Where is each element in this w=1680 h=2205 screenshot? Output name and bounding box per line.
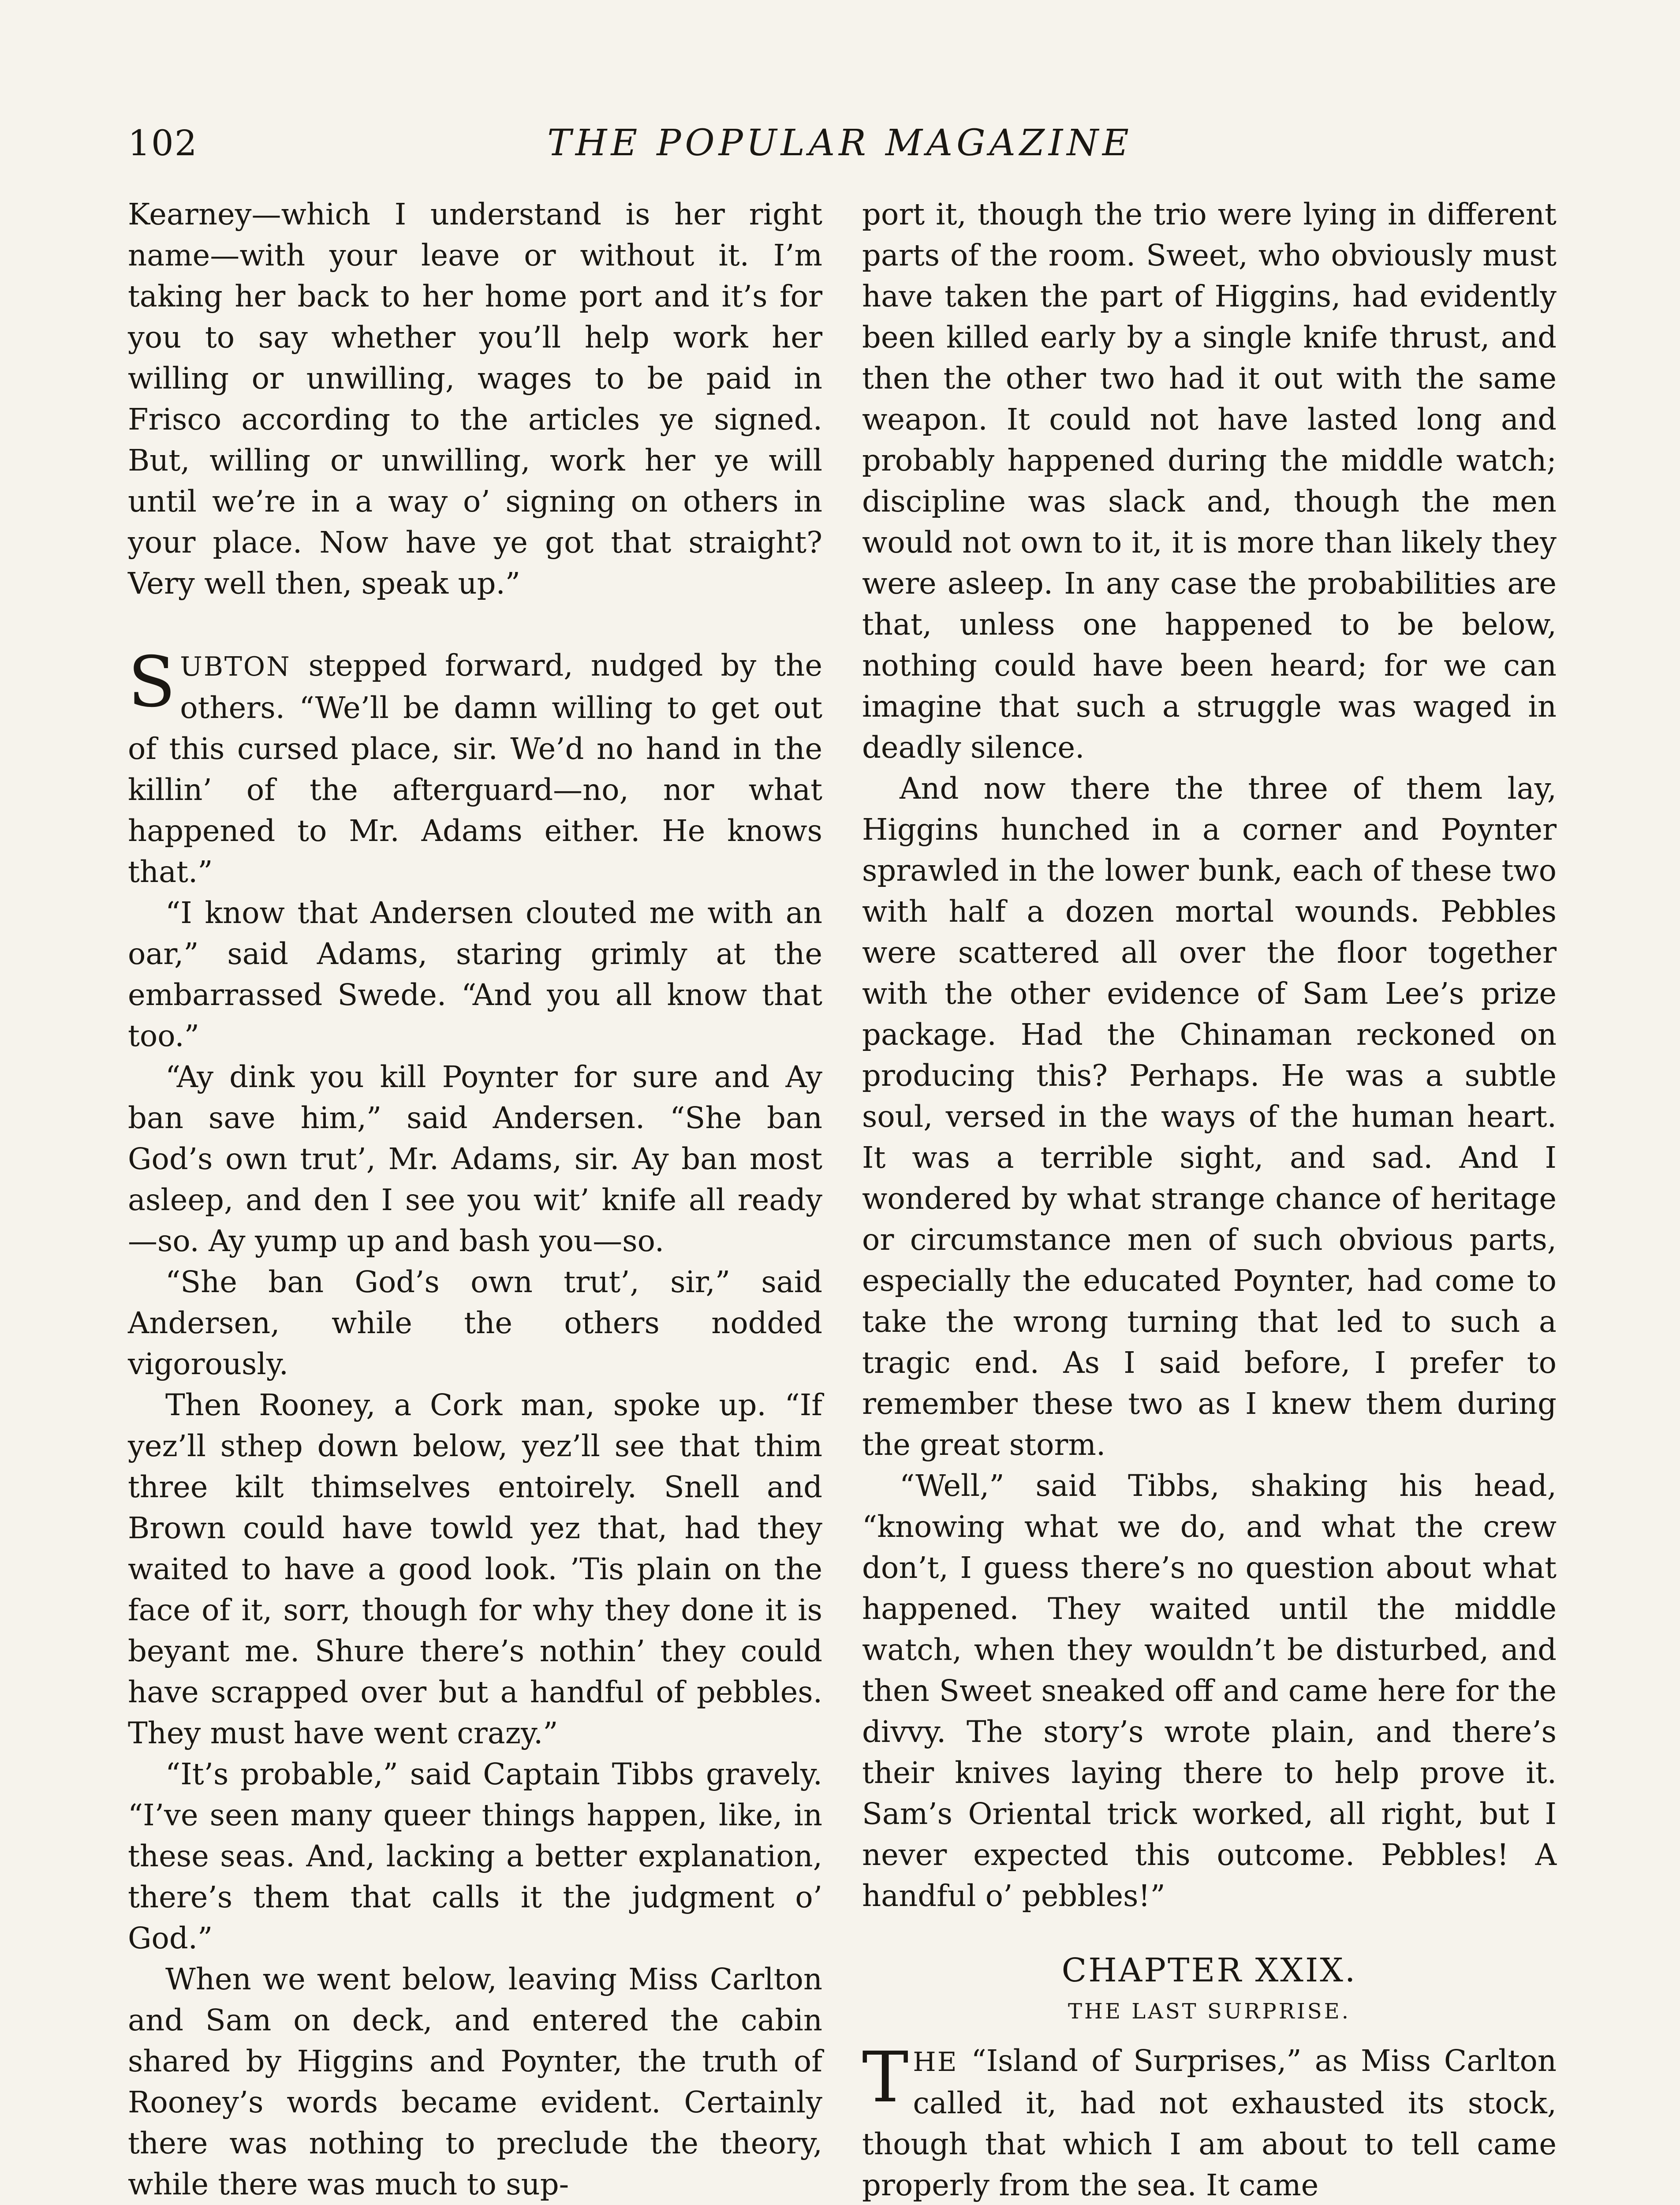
text-columns [128, 194, 1557, 2205]
drop-cap: T [862, 2037, 909, 2118]
paragraph: “She ban God’s own trut’, sir,” said Andersen, while the others nodded vigorously. [128, 1265, 822, 1381]
paragraph-text: stepped forward, nudged by the others. “We’ll be damn willing to get out of this cursed place, sir. We’d no hand in the killin’ of the afterguard—no, nor what happened to Mr. Adams either. He knows that.” [128, 648, 822, 889]
paragraph-text: “Island of Surprises,” as Miss Carlton called it, had not exhausted its stock, though that which I am about to tell came properly from the sea. It came [862, 2044, 1557, 2202]
small-caps-lead: UBTON [180, 651, 291, 682]
chapter-subtitle: THE LAST SURPRISE. [1068, 1999, 1351, 2024]
chapter-title: CHAPTER XXIX. [1061, 1951, 1357, 1989]
paragraph: And now there the three of them lay, Higgins hunched in a corner and Poynter sprawled in the lower bunk, each of these two with half a dozen mortal wounds. Pebbles were scattered all over the floor together with the other evidence of Sam Lee’s prize package. Had the Chinaman reckoned on producing this? Perhaps. He was a subtle soul, versed in the ways of the human heart. It was a terrible sight, and sad. And I wondered by what strange chance of heritage or circumstance men of such obvious parts, especially the educated Poynter, had come to take the wrong turning that led to such a tragic end. As I said before, I prefer to remember these two as I knew them during the great storm. [862, 771, 1557, 1462]
paragraph: “It’s probable,” said Captain Tibbs gravely. “I’ve seen many queer things happen, like, in these seas. And, lacking a better explanation, there’s them that calls it the judgment o’ God.” [128, 1757, 822, 1955]
paragraph: “Ay dink you kill Poynter for sure and Ay ban save him,” said Andersen. “She ban God’s own trut’, Mr. Adams, sir. Ay ban most asleep, and den I see you wit’ knife all ready—so. Ay yump up and bash you—so. [128, 1060, 822, 1258]
left-column [128, 194, 822, 2205]
page-number: 102 [128, 123, 198, 164]
paragraph: “I know that Andersen clouted me with an oar,” said Adams, staring grimly at the embarrassed Swede. “And you all know that too.” [128, 896, 822, 1053]
drop-cap: S [128, 642, 176, 723]
paragraph: port it, though the trio were lying in different parts of the room. Sweet, who obviously must have taken the part of Higgins, had evidently been killed early by a single knife thrust, and then the other two had it out with the same weapon. It could not have lasted long and probably happened during the middle watch; discipline was slack and, though the men would not own to it, it is more than likely they were asleep. In any case the probabilities are that, unless one happened to be below, nothing could have been heard; for we can imagine that such a struggle was waged in deadly silence. [862, 197, 1557, 765]
paragraph-dropcap [862, 2037, 1557, 2205]
paragraph: “Well,” said Tibbs, shaking his head, “knowing what we do, and what the crew don’t, I guess there’s no question about what happened. They waited until the middle watch, when they wouldn’t be disturbed, and then Sweet sneaked off and came here for the divvy. The story’s wrote plain, and there’s their knives laying there to help prove it. Sam’s Oriental trick worked, all right, but I never expected this outcome. Pebbles! A handful o’ pebbles!” [862, 1469, 1557, 1913]
page-header [128, 119, 1552, 168]
paragraph-dropcap [128, 642, 822, 893]
running-head: THE POPULAR MAGAZINE [547, 122, 1133, 164]
paragraph: Kearney—which I understand is her right name—with your leave or without it. I’m taking her back to her home port and it’s for you to say whether you’ll help work her willing or unwilling, wages to be paid in Frisco according to the articles ye signed. But, willing or unwilling, work her ye will until we’re in a way o’ signing on others in your place. Now have ye got that straight? Very well then, speak up.” [128, 197, 822, 601]
right-column [862, 194, 1557, 2205]
small-caps-lead: HE [913, 2047, 958, 2078]
paragraph: When we went below, leaving Miss Carlton and Sam on deck, and entered the cabin shared by Higgins and Poynter, the truth of Rooney’s words became evident. Certainly there was nothing to preclude the theory, while there was much to sup- [128, 1962, 822, 2201]
paragraph: Then Rooney, a Cork man, spoke up. “If yez’ll sthep down below, yez’ll see that thim three kilt thimselves entoirely. Snell and Brown could have towld yez that, had they waited to have a good look. ’Tis plain on the face of it, sorr, though for why they done it is beyant me. Shure there’s nothin’ they could have scrapped over but a handful of pebbles. They must have went crazy.” [128, 1388, 822, 1750]
